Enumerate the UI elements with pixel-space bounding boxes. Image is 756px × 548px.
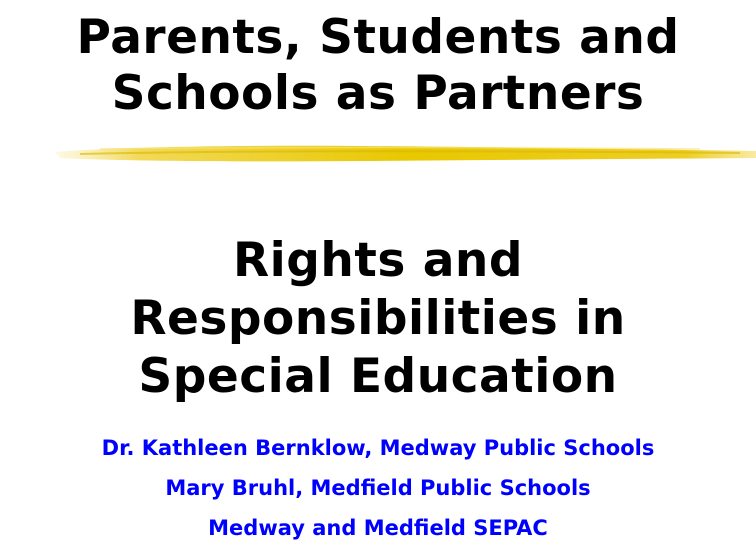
presenter-credit-1: Dr. Kathleen Bernklow, Medway Public Schools [101, 436, 655, 460]
slide-title-line-1: Parents, Students and [76, 10, 680, 65]
slide-title-line-2: Schools as Partners [111, 66, 645, 121]
slide-subtitle-line-3: Special Education [138, 349, 618, 404]
presenter-credits [0, 428, 756, 548]
presenter-credit-2: Mary Bruhl, Medfield Public Schools [165, 476, 591, 500]
slide-subtitle-line-1: Rights and [232, 233, 524, 288]
organization-credit: Medway and Medfield SEPAC [208, 516, 548, 540]
slide-subtitle [0, 232, 756, 406]
yellow-brush-underline [0, 138, 756, 168]
slide-title [0, 10, 756, 122]
slide-subtitle-line-2: Responsibilities in [130, 291, 626, 346]
